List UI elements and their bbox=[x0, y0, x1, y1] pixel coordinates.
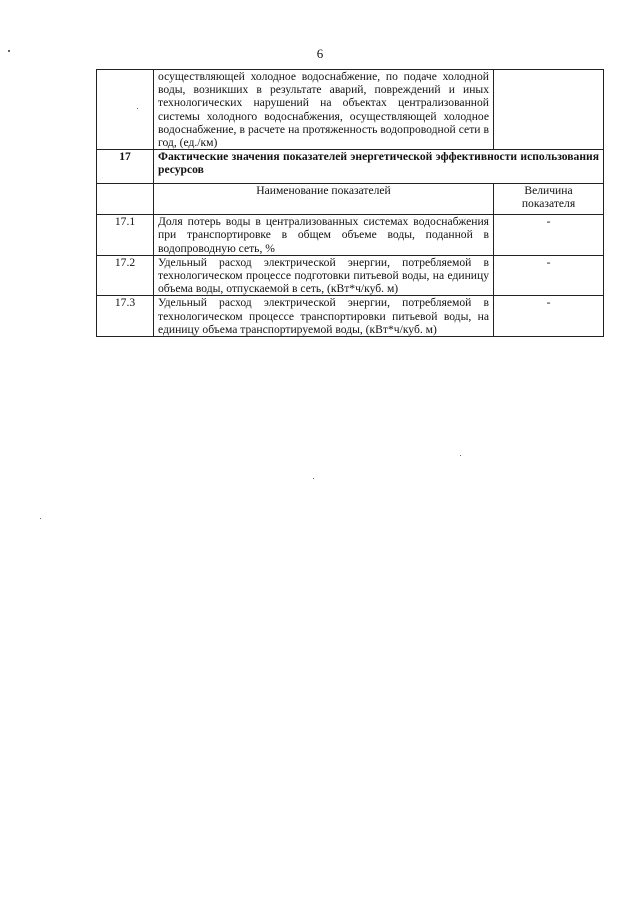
scan-speck bbox=[460, 455, 461, 456]
table-row bbox=[97, 255, 604, 296]
indicators-table bbox=[96, 69, 604, 337]
scan-speck bbox=[40, 518, 41, 519]
table-row bbox=[97, 296, 604, 337]
row-value: - bbox=[494, 255, 604, 296]
row-text: Удельный расход электрической энергии, потребляемой в технологическом процессе подготовки питьевой воды, на единицу объема воды, отпускаемой в сеть, (кВт*ч/куб. м) bbox=[154, 255, 494, 296]
header-row bbox=[97, 184, 604, 215]
row-value bbox=[494, 70, 604, 150]
section-row bbox=[97, 150, 604, 184]
header-value: Величина показателя bbox=[494, 184, 604, 215]
row-number: 17.2 bbox=[97, 255, 154, 296]
row-value: - bbox=[494, 215, 604, 256]
header-empty-cell bbox=[97, 184, 154, 215]
section-number: 17 bbox=[97, 150, 154, 184]
table-row-continuation bbox=[97, 70, 604, 150]
table-row bbox=[97, 215, 604, 256]
row-text: Удельный расход электрической энергии, потребляемой в технологическом процессе транспортировки питьевой воды, на единицу объема транспортируемой воды, (кВт*ч/куб. м) bbox=[154, 296, 494, 337]
row-number: 17.1 bbox=[97, 215, 154, 256]
row-value: - bbox=[494, 296, 604, 337]
section-title: Фактические значения показателей энергетической эффективности использования ресурсов bbox=[154, 150, 604, 184]
row-text: осуществляющей холодное водоснабжение, по подаче холодной воды, возникших в результате аварий, повреждений и иных технологических нарушений на объектах централизованной системы холодного водоснабжения, осуществляющей холодное водоснабжение, в расчете на протяженность водопроводной сети в год, (ед./км) bbox=[154, 70, 494, 150]
scan-speck bbox=[8, 50, 10, 52]
header-name: Наименование показателей bbox=[154, 184, 494, 215]
row-number bbox=[97, 70, 154, 150]
page-number: 6 bbox=[316, 46, 324, 61]
scan-speck bbox=[313, 478, 314, 479]
row-text: Доля потерь воды в централизованных системах водоснабжения при транспортировке в общем объеме воды, поданной в водопроводную сеть, % bbox=[154, 215, 494, 256]
row-number: 17.3 bbox=[97, 296, 154, 337]
